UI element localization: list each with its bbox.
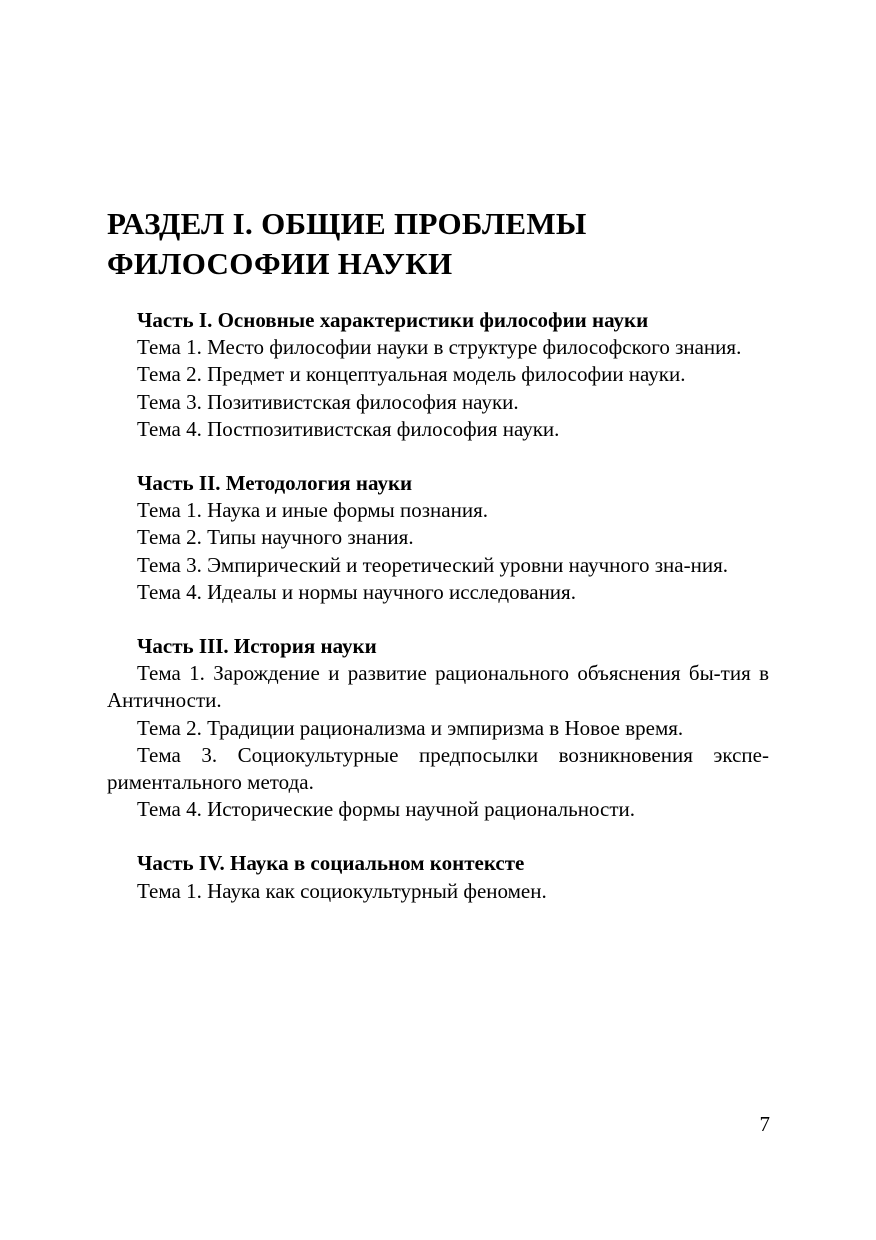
topic-item: Тема 2. Типы научного знания. [137, 525, 414, 550]
part-title: Часть II. Методология науки [137, 471, 413, 496]
topic-item: Тема 4. Идеалы и нормы научного исследования. [137, 579, 576, 604]
topic-item: Тема 1. Зарождение и развитие рационального объяснения бы-тия в Античности. [107, 661, 769, 713]
topic-item: Тема 3. Эмпирический и теоретический уровни научного зна-ния. [137, 552, 728, 577]
topic-item: Тема 4. Постпозитивистская философия науки. [137, 416, 560, 441]
section-title [107, 204, 767, 284]
topic-item: Тема 2. Предмет и концептуальная модель философии науки. [137, 362, 686, 387]
table-of-contents [107, 307, 769, 932]
topic-item: Тема 3. Позитивистская философия науки. [137, 389, 519, 414]
part-3 [107, 633, 769, 823]
topic-item: Тема 1. Наука как социокультурный феномен. [137, 878, 547, 903]
part-1 [107, 307, 769, 443]
part-2 [107, 470, 769, 606]
topic-item: Тема 1. Место философии науки в структуре философского знания. [137, 335, 742, 360]
section-title-line-1: РАЗДЕЛ I. ОБЩИЕ ПРОБЛЕМЫ [107, 206, 587, 241]
topic-item: Тема 1. Наука и иные формы познания. [137, 498, 489, 523]
topic-item: Тема 3. Социокультурные предпосылки возникновения экспе-риментального метода. [107, 742, 769, 795]
part-title: Часть III. История науки [137, 634, 377, 659]
part-4 [107, 850, 769, 904]
part-title: Часть I. Основные характеристики философии науки [137, 308, 649, 332]
page-number: 7 [759, 1112, 770, 1136]
section-title-line-2: ФИЛОСОФИИ НАУКИ [107, 246, 453, 281]
part-title: Часть IV. Наука в социальном контексте [137, 851, 525, 876]
topic-item: Тема 2. Традиции рационализма и эмпиризма в Новое время. [137, 715, 684, 740]
topic-item: Тема 4. Исторические формы научной рациональности. [137, 797, 635, 822]
